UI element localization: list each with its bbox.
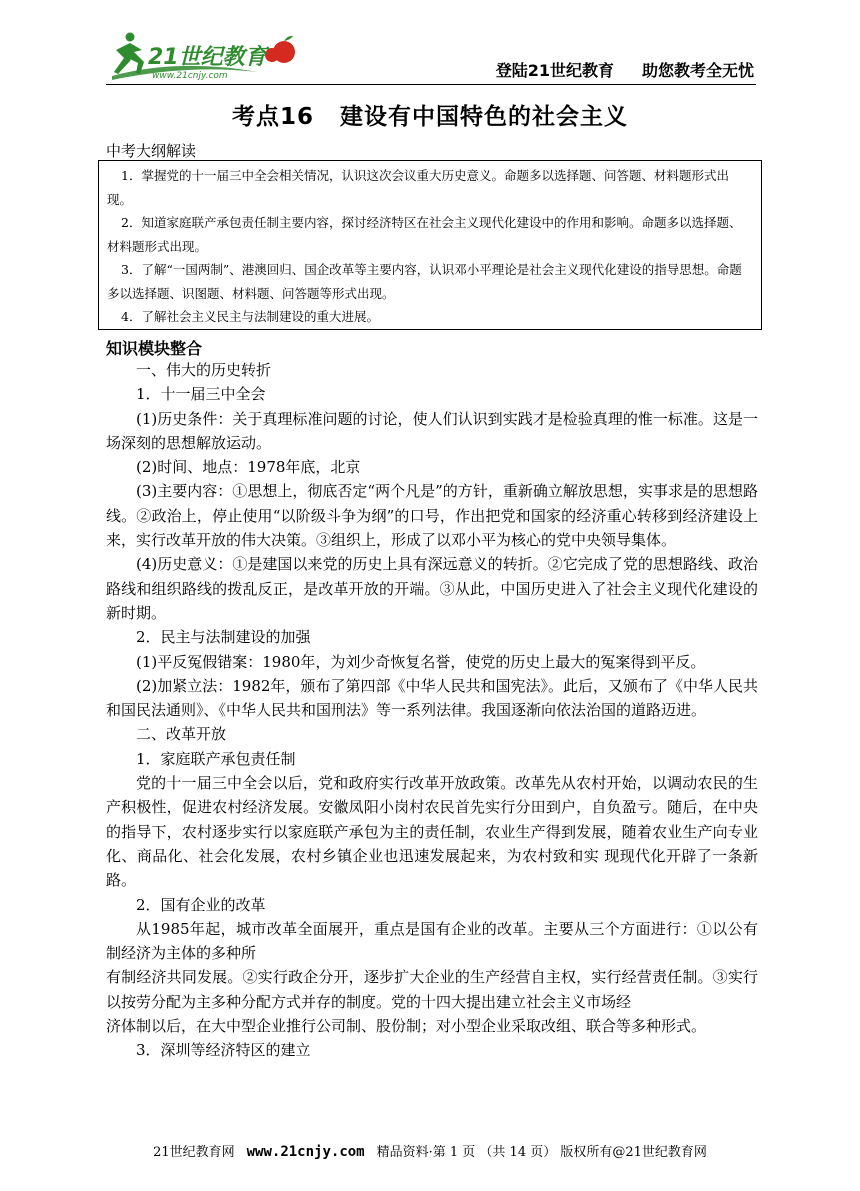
footer-site-url[interactable]: www.21cnjy.com bbox=[246, 1144, 365, 1160]
outline-item: 2．知道家庭联产承包责任制主要内容，探讨经济特区在社会主义现代化建设中的作用和影响。命题多以选择题、材料题形式出现。 bbox=[107, 215, 742, 254]
page-title bbox=[0, 98, 860, 131]
paragraph: 党的十一届三中全会以后，党和政府实行改革开放政策。改革先从农村开始，以调动农民的生产积极性，促进农村经济发展。安徽凤阳小岗村农民首先实行分田到户，自负盈亏。随后，在中央的指导下，农村逐步实行以家庭联产承包为主的责任制，农业生产得到发展，随着农业生产向专业化、商品化、社会化发展，农村乡镇企业也迅速发展起来，为农村致和实 现现代化开辟了一条新路。 bbox=[106, 774, 758, 890]
header-slogans bbox=[496, 58, 754, 81]
page-footer bbox=[0, 1141, 860, 1160]
outline-box bbox=[98, 160, 762, 330]
title-topic-number: 考点16 bbox=[231, 104, 314, 130]
header-divider bbox=[106, 84, 756, 85]
subsection-heading: 2．民主与法制建设的加强 bbox=[136, 628, 311, 647]
site-logo bbox=[108, 28, 308, 82]
outline-item: 3．了解“一国两制”、港澳回归、国企改革等主要内容，认识邓小平理论是社会主义现代化建设的指导思想。命题多以选择题、识图题、材料题、问答题等形式出现。 bbox=[107, 262, 742, 301]
paragraph: (2)加紧立法：1982年，颁布了第四部《中华人民共和国宪法》。此后，又颁布了《中华人民共和国民法通则》、《中华人民共和国刑法》等一系列法律。我国逐渐向依法治国的道路迈进。 bbox=[106, 676, 758, 720]
section-heading: 二、改革开放 bbox=[136, 725, 227, 744]
paragraph: (3)主要内容：①思想上，彻底否定“两个凡是”的方针，重新确立解放思想，实事求是的思想路线。②政治上，停止使用“以阶级斗争为纲”的口号，作出把党和国家的经济重心转移到经济建设上来，实行改革开放的伟大决策。③组织上，形成了以邓小平为核心的党中央领导集体。 bbox=[106, 482, 758, 550]
paragraph: 从1985年起，城市改革全面展开，重点是国有企业的改革。主要从三个方面进行：①以公有制经济为主体的多种所 bbox=[106, 919, 758, 963]
paragraph: 济体制以后，在大中型企业推行公司制、股份制；对小型企业采取改组、联合等多种形式。 bbox=[106, 1017, 707, 1036]
paragraph: (2)时间、地点：1978年底，北京 bbox=[136, 458, 361, 477]
subsection-heading: 3．深圳等经济特区的建立 bbox=[136, 1041, 311, 1060]
paragraph: (1)历史条件：关于真理标准问题的讨论，使人们认识到实践才是检验真理的惟一标准。这是一场深刻的思想解放运动。 bbox=[106, 409, 758, 452]
paragraph: (4)历史意义：①是建国以来党的历史上具有深远意义的转折。②它完成了党的思想路线、政治路线和组织路线的拨乱反正，是改革开放的开端。③从此，中国历史进入了社会主义现代化建设的新时期。 bbox=[106, 555, 758, 622]
outline-item: 1．掌握党的十一届三中全会相关情况，认识这次会议重大历史意义。命题多以选择题、问答题、材料题形式出现。 bbox=[107, 168, 729, 207]
logo-url: www.21cnjy.com bbox=[152, 71, 228, 81]
section-heading: 一、伟大的历史转折 bbox=[136, 361, 272, 379]
title-topic-name: 建设有中国特色的社会主义 bbox=[340, 104, 628, 130]
subsection-heading: 1．家庭联产承包责任制 bbox=[136, 749, 296, 768]
page-header bbox=[106, 28, 756, 84]
paragraph: 有制经济共同发展。②实行政企分开，逐步扩大企业的生产经营自主权，实行经营责任制。③实行以按劳分配为主多种分配方式并存的制度。党的十四大提出建立社会主义市场经 bbox=[106, 968, 758, 1011]
footer-page-info: 精品资料·第 1 页 （共 14 页） 版权所有@21世纪教育网 bbox=[376, 1145, 707, 1160]
slogan-login: 登陆21世纪教育 bbox=[495, 61, 614, 80]
footer-site-name: 21世纪教育网 bbox=[153, 1145, 235, 1160]
paragraph: (1)平反冤假错案：1980年，为刘少奇恢复名誉，使党的历史上最大的冤案得到平反。 bbox=[136, 652, 706, 671]
module-content bbox=[106, 358, 758, 1063]
subsection-heading: 1．十一届三中全会 bbox=[136, 385, 266, 404]
module-title: 知识模块整合 bbox=[106, 339, 203, 358]
subsection-heading: 2．国有企业的改革 bbox=[136, 895, 266, 914]
logo-text: 21世纪教育 bbox=[148, 45, 267, 70]
outline-label: 中考大纲解读 bbox=[106, 142, 197, 160]
slogan-help: 助您教考全无忧 bbox=[641, 61, 754, 80]
outline-item: 4．了解社会主义民主与法制建设的重大进展。 bbox=[121, 309, 379, 324]
